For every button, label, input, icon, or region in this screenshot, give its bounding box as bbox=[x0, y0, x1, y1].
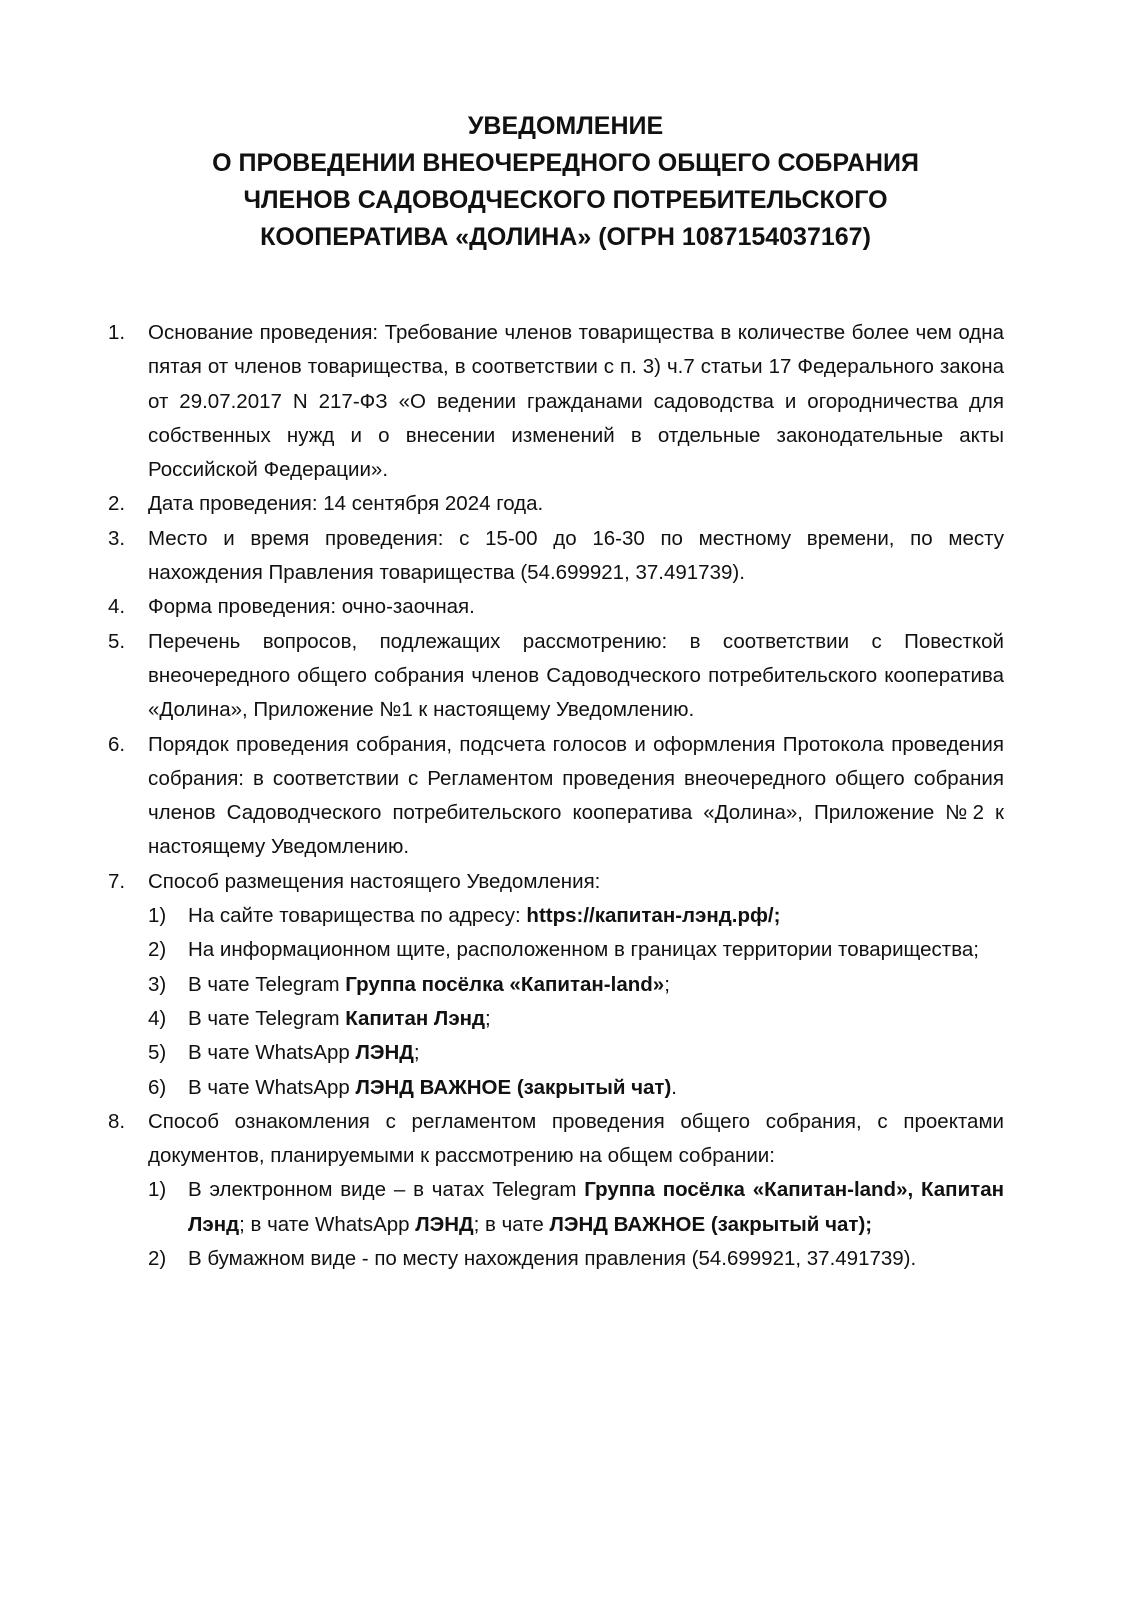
sub-item-text: В электронном виде – в чатах Telegram bbox=[188, 1178, 585, 1202]
sub-list-item bbox=[108, 1242, 1004, 1276]
title-line: ЧЛЕНОВ САДОВОДЧЕСКОГО ПОТРЕБИТЕЛЬСКОГО bbox=[243, 186, 888, 214]
sub-item-text: На сайте товарищества по адресу: bbox=[188, 904, 527, 928]
sub-list-item bbox=[108, 1173, 1004, 1242]
list-item bbox=[108, 865, 1004, 899]
item-text: Перечень вопросов, подлежащих рассмотрению: в соответствии с Повесткой внеочередного общего собрания членов Садоводческого потребительского кооператива «Долина», Приложение №1 к настоящему Уведомлению. bbox=[148, 629, 1004, 722]
chat-name: Капитан Лэнд bbox=[345, 1006, 486, 1030]
chat-name: ЛЭНД ВАЖНОЕ (закрытый чат) bbox=[355, 1075, 672, 1099]
sub-item-number: 2) bbox=[148, 1247, 167, 1271]
title-line: О ПРОВЕДЕНИИ ВНЕОЧЕРЕДНОГО ОБЩЕГО СОБРАНИЯ bbox=[212, 149, 919, 177]
list-item bbox=[108, 316, 1004, 487]
list-item bbox=[108, 522, 1004, 591]
chat-name: Группа посёлка «Капитан-land», Капитан Лэнд bbox=[188, 1178, 1004, 1236]
punctuation: ; bbox=[664, 972, 670, 996]
item-number: 7. bbox=[108, 869, 126, 893]
list-item bbox=[108, 590, 1004, 624]
punctuation: ; bbox=[485, 1006, 491, 1030]
item-text: Порядок проведения собрания, подсчета голосов и оформления Протокола проведения собрания: в соответствии с Регламентом проведения внеочередного общего собрания членов Садоводческого потребительского кооператива «Долина», Приложение №2 к настоящему Уведомлению. bbox=[148, 732, 1004, 859]
list-item bbox=[108, 1105, 1004, 1174]
item-number: 3. bbox=[108, 526, 126, 550]
item-text: Основание проведения: Требование членов товарищества в количестве более чем одна пятая от членов товарищества, в соответствии с п. 3) ч.7 статьи 17 Федерального закона от 29.07.2017 N 217-ФЗ «О ведении гражданами садоводства и огородничества для собственных нужд и о внесении изменений в отдельные законодательные акты Российской Федерации». bbox=[148, 321, 1004, 482]
sub-item-text: В чате Telegram bbox=[188, 972, 346, 996]
sub-item-number: 3) bbox=[148, 972, 167, 996]
website-link[interactable]: https://капитан-лэнд.рф/; bbox=[526, 904, 781, 928]
item-number: 5. bbox=[108, 629, 126, 653]
sub-item-number: 4) bbox=[148, 1006, 167, 1030]
sub-list-item bbox=[108, 1036, 1004, 1070]
sub-item-text: В чате Telegram bbox=[188, 1006, 346, 1030]
sub-list-item bbox=[108, 1071, 1004, 1105]
chat-name: ЛЭНД ВАЖНОЕ (закрытый чат); bbox=[549, 1212, 873, 1236]
sub-item-number: 1) bbox=[148, 904, 167, 928]
item-text: Способ размещения настоящего Уведомления: bbox=[148, 869, 601, 893]
item-text: Способ ознакомления с регламентом проведения общего собрания, с проектами документов, планируемыми к рассмотрению на общем собрании: bbox=[148, 1109, 1004, 1168]
sub-item-text: В чате WhatsApp bbox=[188, 1075, 356, 1099]
sub-item-number: 6) bbox=[148, 1075, 167, 1099]
sub-item-number: 1) bbox=[148, 1178, 167, 1202]
chat-name: ЛЭНД bbox=[415, 1212, 474, 1236]
numbered-list bbox=[108, 316, 1004, 1276]
sub-item-number: 5) bbox=[148, 1041, 167, 1065]
sub-item-number: 2) bbox=[148, 938, 167, 962]
sub-list-item bbox=[108, 968, 1004, 1002]
list-item bbox=[108, 728, 1004, 865]
chat-name: ЛЭНД bbox=[355, 1041, 414, 1065]
item-number: 4. bbox=[108, 595, 126, 619]
sub-item-text: В бумажном виде - по месту нахождения правления (54.699921, 37.491739). bbox=[188, 1247, 917, 1271]
sub-list-item bbox=[108, 1002, 1004, 1036]
sub-item-text: На информационном щите, расположенном в границах территории товарищества; bbox=[188, 938, 979, 962]
punctuation: ; bbox=[413, 1041, 420, 1065]
sub-item-text: В чате WhatsApp bbox=[188, 1041, 356, 1065]
item-number: 2. bbox=[108, 492, 126, 516]
sub-list-item bbox=[108, 899, 1004, 933]
title-line: УВЕДОМЛЕНИЕ bbox=[467, 112, 664, 140]
sub-list-item bbox=[108, 933, 1004, 967]
item-text: Дата проведения: 14 сентября 2024 года. bbox=[148, 492, 544, 516]
chat-name: Группа посёлка «Капитан-land» bbox=[345, 972, 665, 996]
document-title bbox=[0, 108, 1131, 256]
item-text: Место и время проведения: с 15-00 до 16-30 по местному времени, по месту нахождения Правления товарищества (54.699921, 37.491739). bbox=[148, 526, 1004, 585]
item-number: 8. bbox=[108, 1109, 126, 1133]
item-number: 1. bbox=[108, 321, 126, 344]
title-line: КООПЕРАТИВА «ДОЛИНА» (ОГРН 1087154037167) bbox=[260, 223, 871, 251]
sub-item-text: ; в чате WhatsApp bbox=[239, 1212, 416, 1236]
item-text: Форма проведения: очно-заочная. bbox=[148, 595, 475, 619]
list-item bbox=[108, 625, 1004, 728]
punctuation: . bbox=[671, 1075, 677, 1099]
list-item bbox=[108, 487, 1004, 521]
item-number: 6. bbox=[108, 732, 126, 756]
sub-item-text: ; в чате bbox=[473, 1212, 550, 1236]
